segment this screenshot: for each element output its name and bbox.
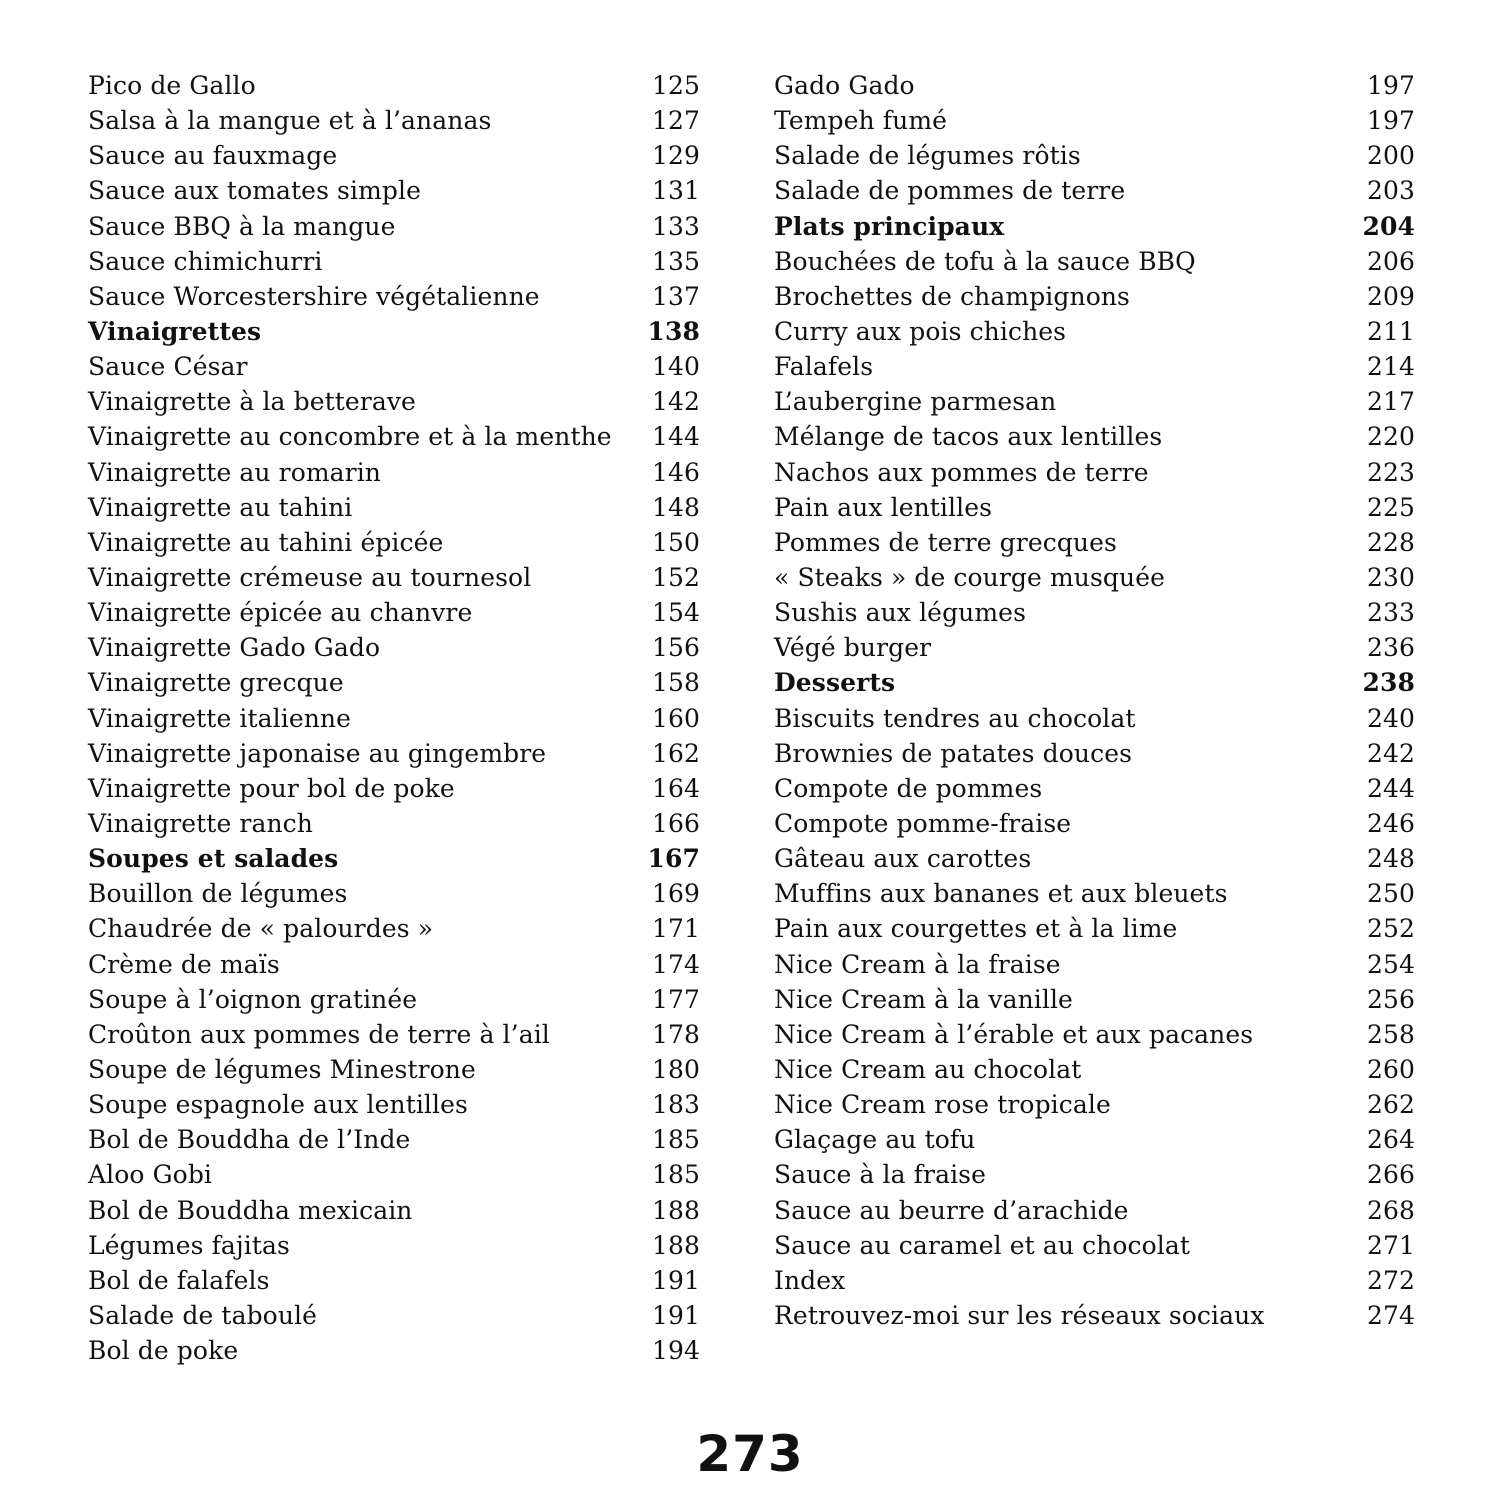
toc-entry-page: 133	[651, 211, 700, 241]
toc-entry	[88, 1017, 700, 1052]
toc-entry-title: Soupe de légumes Minestrone	[88, 1054, 476, 1084]
toc-entry-page: 204	[1362, 211, 1415, 241]
page-number: 273	[696, 1425, 804, 1483]
toc-entry-page: 203	[1366, 176, 1415, 206]
toc-entry-title: Végé burger	[774, 633, 932, 663]
toc-column-right	[774, 68, 1415, 1333]
toc-entry-title: Légumes fajitas	[88, 1230, 290, 1260]
toc-entry-page: 262	[1366, 1090, 1415, 1120]
toc-entry-title: Compote pomme-fraise	[774, 808, 1072, 838]
toc-entry-title: Muffins aux bananes et aux bleuets	[774, 879, 1228, 909]
toc-entry-page: 166	[651, 808, 700, 838]
toc-entry-title: Nice Cream rose tropicale	[774, 1090, 1111, 1120]
toc-entry-page: 162	[651, 738, 700, 768]
toc-entry-page: 150	[651, 527, 700, 557]
toc-entry-title: Bol de falafels	[88, 1265, 270, 1295]
toc-entry	[88, 68, 700, 103]
toc-entry-page: 236	[1366, 633, 1415, 663]
toc-entry	[774, 1193, 1415, 1228]
toc-entry-page: 254	[1366, 949, 1415, 979]
toc-entry-title: Sauce BBQ à la mangue	[88, 211, 396, 241]
toc-entry-page: 160	[651, 703, 700, 733]
toc-entry-page: 228	[1366, 527, 1415, 557]
toc-entry	[774, 244, 1415, 279]
toc-entry-page: 180	[651, 1054, 700, 1084]
toc-entry-title: Soupe à l’oignon gratinée	[88, 984, 418, 1014]
toc-entry-page: 135	[651, 246, 700, 276]
toc-entry-title: Vinaigrette italienne	[88, 703, 352, 733]
toc-entry	[774, 103, 1415, 138]
toc-entry	[88, 1122, 700, 1157]
toc-entry	[774, 1122, 1415, 1157]
toc-entry	[88, 103, 700, 138]
toc-entry-title: Chaudrée de « palourdes »	[88, 914, 434, 944]
toc-entry-title: Nachos aux pommes de terre	[774, 457, 1149, 487]
toc-section-heading	[774, 665, 1415, 700]
toc-entry	[774, 455, 1415, 490]
toc-entry-title: Salade de pommes de terre	[774, 176, 1126, 206]
toc-entry-page: 258	[1366, 1019, 1415, 1049]
toc-entry	[774, 138, 1415, 173]
toc-entry	[774, 490, 1415, 525]
toc-entry	[774, 560, 1415, 595]
toc-entry-page: 158	[651, 668, 700, 698]
toc-entry-title: Sauce au fauxmage	[88, 141, 338, 171]
toc-entry	[774, 279, 1415, 314]
toc-entry-page: 252	[1366, 914, 1415, 944]
toc-entry-page: 125	[651, 71, 700, 100]
toc-entry-page: 250	[1366, 879, 1415, 909]
toc-entry	[88, 1157, 700, 1192]
toc-entry-page: 138	[647, 316, 700, 346]
toc-entry-title: Mélange de tacos aux lentilles	[774, 422, 1163, 452]
toc-entry	[774, 771, 1415, 806]
toc-entry	[88, 173, 700, 208]
toc-entry-page: 225	[1366, 492, 1415, 522]
toc-entry-title: Vinaigrette crémeuse au tournesol	[88, 562, 532, 592]
toc-entry	[774, 701, 1415, 736]
toc-entry-page: 144	[651, 422, 700, 452]
toc-entry-page: 240	[1366, 703, 1415, 733]
toc-entry-title: L’aubergine parmesan	[774, 387, 1057, 417]
toc-entry-page: 197	[1366, 71, 1415, 100]
toc-entry	[774, 947, 1415, 982]
toc-entry	[774, 806, 1415, 841]
toc-entry	[88, 947, 700, 982]
toc-entry	[774, 911, 1415, 946]
toc-entry	[774, 1157, 1415, 1192]
toc-entry	[774, 1052, 1415, 1087]
toc-entry-title: Sushis aux légumes	[774, 598, 1027, 628]
toc-entry-title: Desserts	[774, 668, 896, 698]
toc-entry	[88, 771, 700, 806]
toc-entry-title: Curry aux pois chiches	[774, 316, 1067, 346]
toc-entry-page: 209	[1366, 281, 1415, 311]
toc-entry-title: Bol de poke	[88, 1336, 239, 1366]
toc-entry-page: 131	[651, 176, 700, 206]
toc-entry-page: 154	[651, 598, 700, 628]
toc-entry-title: Vinaigrette au romarin	[88, 457, 382, 487]
toc-entry-title: Salade de légumes rôtis	[774, 141, 1081, 171]
toc-entry	[88, 630, 700, 665]
toc-entry-title: Tempeh fumé	[774, 106, 948, 136]
toc-entry-title: Compote de pommes	[774, 773, 1043, 803]
toc-entry-title: Pommes de terre grecques	[774, 527, 1117, 557]
toc-entry	[88, 419, 700, 454]
toc-entry	[88, 1298, 700, 1333]
toc-entry-page: 211	[1366, 316, 1415, 346]
toc-entry-title: Gado Gado	[774, 71, 915, 100]
toc-entry-title: Sauce aux tomates simple	[88, 176, 421, 206]
toc-entry-page: 178	[651, 1019, 700, 1049]
toc-entry-page: 146	[651, 457, 700, 487]
toc-entry-page: 171	[651, 914, 700, 944]
toc-entry-page: 191	[651, 1265, 700, 1295]
toc-entry-page: 223	[1366, 457, 1415, 487]
toc-entry-title: Retrouvez-moi sur les réseaux sociaux	[774, 1300, 1265, 1330]
toc-entry-title: Bol de Bouddha de l’Inde	[88, 1125, 411, 1155]
toc-entry-title: Vinaigrette japonaise au gingembre	[88, 738, 547, 768]
toc-entry-page: 188	[651, 1230, 700, 1260]
toc-entry-title: « Steaks » de courge musquée	[774, 562, 1166, 592]
toc-entry-page: 142	[651, 387, 700, 417]
toc-entry	[774, 841, 1415, 876]
toc-entry	[88, 349, 700, 384]
toc-column-left	[88, 68, 700, 1368]
toc-entry	[88, 1263, 700, 1298]
toc-entry-page: 169	[651, 879, 700, 909]
toc-entry	[88, 701, 700, 736]
toc-entry-title: Sauce chimichurri	[88, 246, 323, 276]
toc-entry-page: 164	[651, 773, 700, 803]
toc-entry-title: Soupe espagnole aux lentilles	[88, 1090, 468, 1120]
toc-entry-title: Vinaigrettes	[88, 316, 262, 346]
toc-entry-page: 188	[651, 1195, 700, 1225]
toc-entry-page: 206	[1366, 246, 1415, 276]
toc-entry	[88, 1193, 700, 1228]
toc-entry	[774, 1228, 1415, 1263]
toc-entry-title: Pain aux courgettes et à la lime	[774, 914, 1178, 944]
toc-entry-title: Vinaigrette pour bol de poke	[88, 773, 455, 803]
toc-entry-title: Nice Cream à l’érable et aux pacanes	[774, 1019, 1254, 1049]
toc-entry-page: 185	[651, 1160, 700, 1190]
toc-entry	[88, 279, 700, 314]
toc-entry-page: 214	[1366, 352, 1415, 382]
toc-entry-page: 274	[1366, 1300, 1415, 1330]
toc-entry	[88, 595, 700, 630]
toc-entry	[774, 1017, 1415, 1052]
toc-entry-title: Croûton aux pommes de terre à l’ail	[88, 1019, 550, 1049]
toc-entry-page: 177	[651, 984, 700, 1014]
toc-entry-page: 268	[1366, 1195, 1415, 1225]
toc-entry-title: Nice Cream à la vanille	[774, 984, 1073, 1014]
toc-entry	[88, 1052, 700, 1087]
toc-entry	[88, 1333, 700, 1368]
toc-section-heading	[774, 209, 1415, 244]
toc-entry-title: Bouillon de légumes	[88, 879, 348, 909]
toc-section-heading	[88, 841, 700, 876]
toc-entry-page: 266	[1366, 1160, 1415, 1190]
toc-entry	[774, 314, 1415, 349]
toc-entry-page: 183	[651, 1090, 700, 1120]
toc-entry-page: 272	[1366, 1265, 1415, 1295]
toc-entry-title: Sauce à la fraise	[774, 1160, 987, 1190]
toc-entry-title: Glaçage au tofu	[774, 1125, 976, 1155]
toc-entry-title: Vinaigrette au tahini épicée	[88, 527, 444, 557]
toc-entry-page: 217	[1366, 387, 1415, 417]
toc-entry-title: Nice Cream à la fraise	[774, 949, 1061, 979]
toc-entry-page: 174	[651, 949, 700, 979]
toc-entry-page: 194	[651, 1336, 700, 1366]
toc-entry-page: 233	[1366, 598, 1415, 628]
toc-entry-page: 238	[1362, 668, 1415, 698]
toc-entry-page: 140	[651, 352, 700, 382]
toc-entry	[774, 419, 1415, 454]
toc-entry-title: Vinaigrette Gado Gado	[88, 633, 381, 663]
toc-entry	[88, 1228, 700, 1263]
toc-section-heading	[88, 314, 700, 349]
toc-entry	[774, 1298, 1415, 1333]
toc-entry-page: 156	[651, 633, 700, 663]
toc-entry-page: 256	[1366, 984, 1415, 1014]
toc-entry-page: 220	[1366, 422, 1415, 452]
toc-entry-page: 264	[1366, 1125, 1415, 1155]
toc-entry-title: Sauce au beurre d’arachide	[774, 1195, 1129, 1225]
toc-entry	[88, 1087, 700, 1122]
toc-entry-title: Vinaigrette ranch	[88, 808, 313, 838]
toc-entry	[774, 525, 1415, 560]
toc-entry-title: Nice Cream au chocolat	[774, 1054, 1082, 1084]
toc-entry-title: Index	[774, 1265, 846, 1295]
toc-entry	[774, 630, 1415, 665]
toc-entry-page: 197	[1366, 106, 1415, 136]
toc-entry-title: Pain aux lentilles	[774, 492, 993, 522]
toc-entry	[774, 982, 1415, 1017]
toc-entry-title: Soupes et salades	[88, 844, 339, 874]
toc-entry-page: 230	[1366, 562, 1415, 592]
toc-entry	[88, 525, 700, 560]
toc-entry-title: Biscuits tendres au chocolat	[774, 703, 1136, 733]
toc-entry	[88, 665, 700, 700]
toc-entry-title: Sauce César	[88, 352, 248, 382]
toc-entry-page: 260	[1366, 1054, 1415, 1084]
toc-entry-page: 244	[1366, 773, 1415, 803]
toc-entry	[774, 68, 1415, 103]
toc-entry-title: Bol de Bouddha mexicain	[88, 1195, 413, 1225]
toc-entry-title: Gâteau aux carottes	[774, 844, 1032, 874]
toc-entry	[88, 736, 700, 771]
toc-entry	[88, 490, 700, 525]
toc-entry-page: 248	[1366, 844, 1415, 874]
toc-entry	[88, 982, 700, 1017]
toc-entry	[88, 560, 700, 595]
toc-entry	[88, 455, 700, 490]
toc-entry-page: 148	[651, 492, 700, 522]
toc-entry-page: 185	[651, 1125, 700, 1155]
toc-entry-page: 200	[1366, 141, 1415, 171]
toc-entry	[88, 244, 700, 279]
toc-entry	[774, 736, 1415, 771]
toc-entry-title: Vinaigrette au tahini	[88, 492, 353, 522]
toc-entry-title: Vinaigrette grecque	[88, 668, 344, 698]
toc-entry-title: Bouchées de tofu à la sauce BBQ	[774, 246, 1196, 276]
toc-entry-page: 167	[647, 844, 700, 874]
toc-entry-page: 129	[651, 141, 700, 171]
toc-entry-page: 137	[651, 281, 700, 311]
toc-entry-title: Falafels	[774, 352, 874, 382]
toc-entry-page: 246	[1366, 808, 1415, 838]
toc-entry	[88, 138, 700, 173]
toc-entry	[774, 595, 1415, 630]
toc-entry	[774, 1087, 1415, 1122]
toc-entry	[774, 384, 1415, 419]
toc-entry	[88, 209, 700, 244]
toc-entry-title: Sauce Worcestershire végétalienne	[88, 281, 540, 311]
toc-entry-page: 191	[651, 1300, 700, 1330]
toc-entry-title: Vinaigrette au concombre et à la menthe	[88, 422, 612, 452]
toc-entry	[88, 911, 700, 946]
toc-entry	[774, 173, 1415, 208]
toc-entry-title: Sauce au caramel et au chocolat	[774, 1230, 1191, 1260]
toc-entry	[774, 1263, 1415, 1298]
toc-entry	[88, 806, 700, 841]
toc-entry-title: Crème de maïs	[88, 949, 280, 979]
toc-entry-title: Vinaigrette à la betterave	[88, 387, 416, 417]
toc-entry-title: Aloo Gobi	[88, 1160, 213, 1190]
toc-entry-page: 271	[1366, 1230, 1415, 1260]
toc-entry	[88, 876, 700, 911]
toc-entry	[774, 349, 1415, 384]
toc-entry	[88, 384, 700, 419]
toc-entry	[774, 876, 1415, 911]
toc-entry-page: 242	[1366, 738, 1415, 768]
toc-entry-title: Brochettes de champignons	[774, 281, 1130, 311]
toc-entry-title: Salsa à la mangue et à l’ananas	[88, 106, 492, 136]
toc-entry-title: Plats principaux	[774, 211, 1005, 241]
toc-entry-page: 127	[651, 106, 700, 136]
toc-entry-title: Brownies de patates douces	[774, 738, 1133, 768]
toc-entry-title: Vinaigrette épicée au chanvre	[88, 598, 473, 628]
toc-entry-page: 152	[651, 562, 700, 592]
toc-entry-title: Pico de Gallo	[88, 71, 256, 100]
toc-entry-title: Salade de taboulé	[88, 1300, 318, 1330]
